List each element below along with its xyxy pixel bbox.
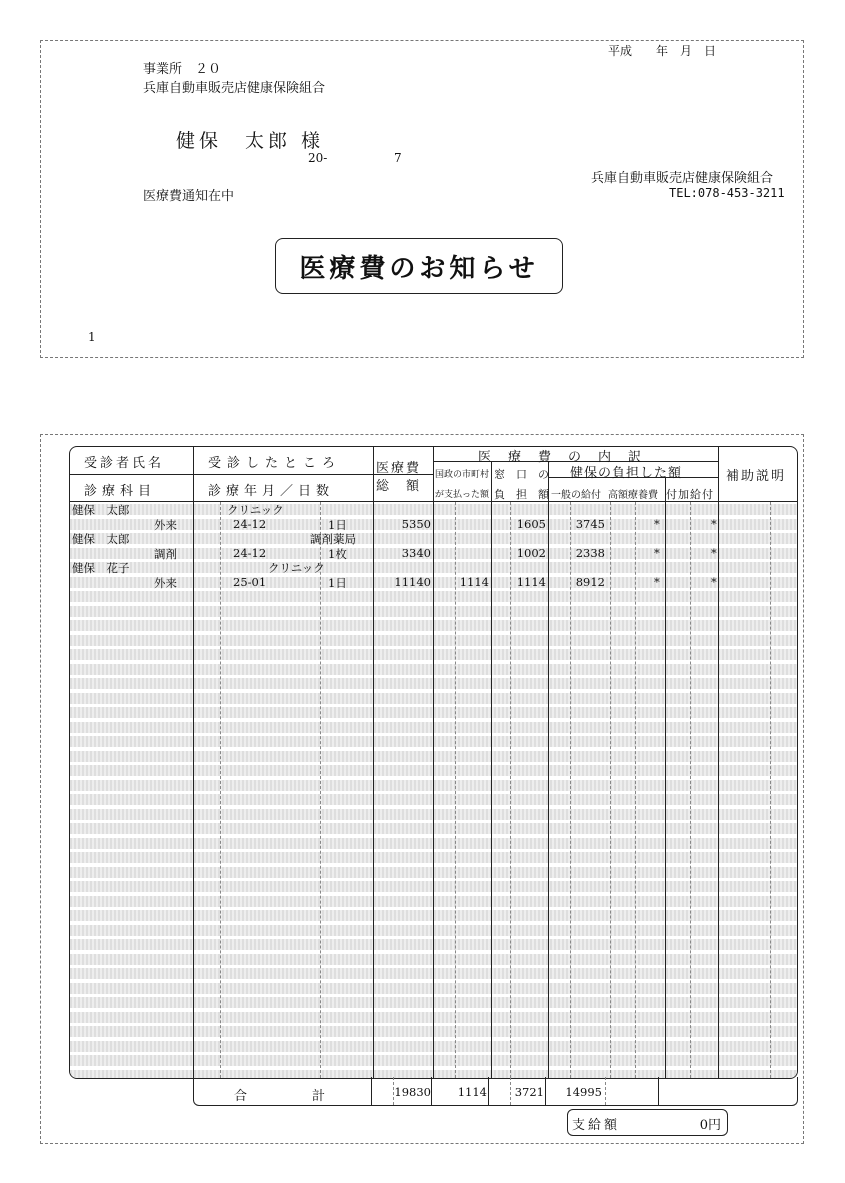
code-right: 7 xyxy=(394,151,402,165)
document-title-text: 医療費のお知らせ xyxy=(299,253,539,284)
payout-amount: 0円 xyxy=(699,1118,721,1133)
totals-municipal: 1114 xyxy=(457,1085,487,1099)
dash-8 xyxy=(690,502,691,1078)
row3-high: * xyxy=(654,575,660,589)
code-left: 20- xyxy=(308,151,328,165)
col-divider-place xyxy=(373,447,374,1078)
insurer-name: 兵庫自動車販売店健康保険組合 xyxy=(143,81,326,96)
row2-place: 調剤薬局 xyxy=(310,532,356,546)
hdr-notes: 補助説明 xyxy=(726,469,787,484)
row3-place: クリニック xyxy=(268,561,325,575)
hdr-general-benefit: 一般の給付 xyxy=(551,490,601,501)
col-divider-general xyxy=(665,477,666,1078)
hdr-total-cost-1: 医療費 xyxy=(376,461,422,476)
hdr-total-cost-2: 総 額 xyxy=(376,479,422,494)
row2-general: 2338 xyxy=(575,546,605,560)
row3-municipal: 1114 xyxy=(459,575,489,589)
hdr-place: 受診したところ xyxy=(208,456,342,471)
totals-label-2: 計 xyxy=(312,1089,326,1104)
row1-general: 3745 xyxy=(575,517,605,531)
office-label: 事業所 ２０ xyxy=(143,62,222,77)
row3-general: 8912 xyxy=(575,575,605,589)
row2-name: 健保 太郎 xyxy=(72,532,130,546)
hdr-insurance-share: 健保の負担した額 xyxy=(570,466,683,481)
page-number: 1 xyxy=(88,330,96,344)
row3-name: 健保 花子 xyxy=(72,561,130,575)
row2-date: 24-12 xyxy=(233,546,267,560)
row1-place: クリニック xyxy=(227,503,284,517)
dash-5 xyxy=(570,502,571,1078)
col-divider-municipal xyxy=(491,461,492,1078)
row1-days: 1日 xyxy=(328,518,347,532)
sender-tel: TEL:078-453-3211 xyxy=(669,186,785,200)
hdr-patient-name: 受診者氏名 xyxy=(84,456,165,471)
totals-row xyxy=(193,1077,798,1106)
payout-box xyxy=(567,1109,728,1136)
dash-3 xyxy=(455,502,456,1078)
totals-dash-2 xyxy=(510,1077,511,1105)
totals-general: 14995 xyxy=(565,1085,602,1099)
col-divider-name xyxy=(193,447,194,1078)
totals-dash-3 xyxy=(605,1077,606,1105)
hdr-high-cost: 高額療養費 xyxy=(608,490,658,501)
hdr-breakdown: 医 療 費 の 内 訳 xyxy=(478,450,644,465)
notice-status: 医療費通知在中 xyxy=(143,189,235,204)
document-title xyxy=(275,238,563,294)
medical-expense-table xyxy=(69,446,798,1079)
hdr-municipal-2: が支払った額 xyxy=(435,490,490,500)
sender-name: 兵庫自動車販売店健康保険組合 xyxy=(591,171,774,186)
hdr-window-2: 負 担 額 xyxy=(494,488,549,501)
col-divider-high xyxy=(718,447,719,1078)
row3-date: 25-01 xyxy=(233,575,267,589)
row1-extra: * xyxy=(711,517,717,531)
row2-total: 3340 xyxy=(401,546,431,560)
dash-2 xyxy=(320,502,321,1078)
totals-total: 19830 xyxy=(394,1085,431,1099)
totals-divider-1 xyxy=(371,1077,372,1105)
row1-date: 24-12 xyxy=(233,517,267,531)
hdr-window-1: 窓 口 の xyxy=(494,468,549,481)
dash-1 xyxy=(220,502,221,1078)
row1-total: 5350 xyxy=(401,517,431,531)
row1-dept: 外来 xyxy=(154,518,177,532)
row3-total: 11140 xyxy=(394,575,431,589)
row2-extra: * xyxy=(711,546,717,560)
totals-divider-5 xyxy=(658,1077,659,1105)
recipient-name: 健保 太郎 様 xyxy=(176,130,325,152)
hdr-additional: 付加給付 xyxy=(666,488,714,501)
payout-label: 支給額 xyxy=(572,1118,621,1133)
row2-days: 1枚 xyxy=(328,547,347,561)
dash-4 xyxy=(510,502,511,1078)
row1-name: 健保 太郎 xyxy=(72,503,130,517)
era-date: 平成 年 月 日 xyxy=(608,44,717,58)
row1-high: * xyxy=(654,517,660,531)
row3-window: 1114 xyxy=(516,575,546,589)
totals-divider-4 xyxy=(545,1077,546,1105)
col-divider-total xyxy=(433,447,434,1078)
hdr-municipal-1: 国政の市町村 xyxy=(435,470,490,480)
totals-window: 3721 xyxy=(514,1085,544,1099)
row1-window: 1605 xyxy=(516,517,546,531)
totals-divider-2 xyxy=(431,1077,432,1105)
row2-high: * xyxy=(654,546,660,560)
dash-9 xyxy=(770,502,771,1078)
totals-divider-3 xyxy=(488,1077,489,1105)
dash-7 xyxy=(635,502,636,1078)
row2-window: 1002 xyxy=(516,546,546,560)
hdr-date-days: 診療年月／日数 xyxy=(208,484,335,499)
col-divider-window xyxy=(548,461,549,1078)
row3-days: 1日 xyxy=(328,576,347,590)
row2-dept: 調剤 xyxy=(154,547,177,561)
hdr-department: 診療科目 xyxy=(84,484,157,499)
totals-label-1: 合 xyxy=(234,1089,248,1104)
row3-dept: 外来 xyxy=(154,576,177,590)
dash-6 xyxy=(610,502,611,1078)
row3-extra: * xyxy=(711,575,717,589)
